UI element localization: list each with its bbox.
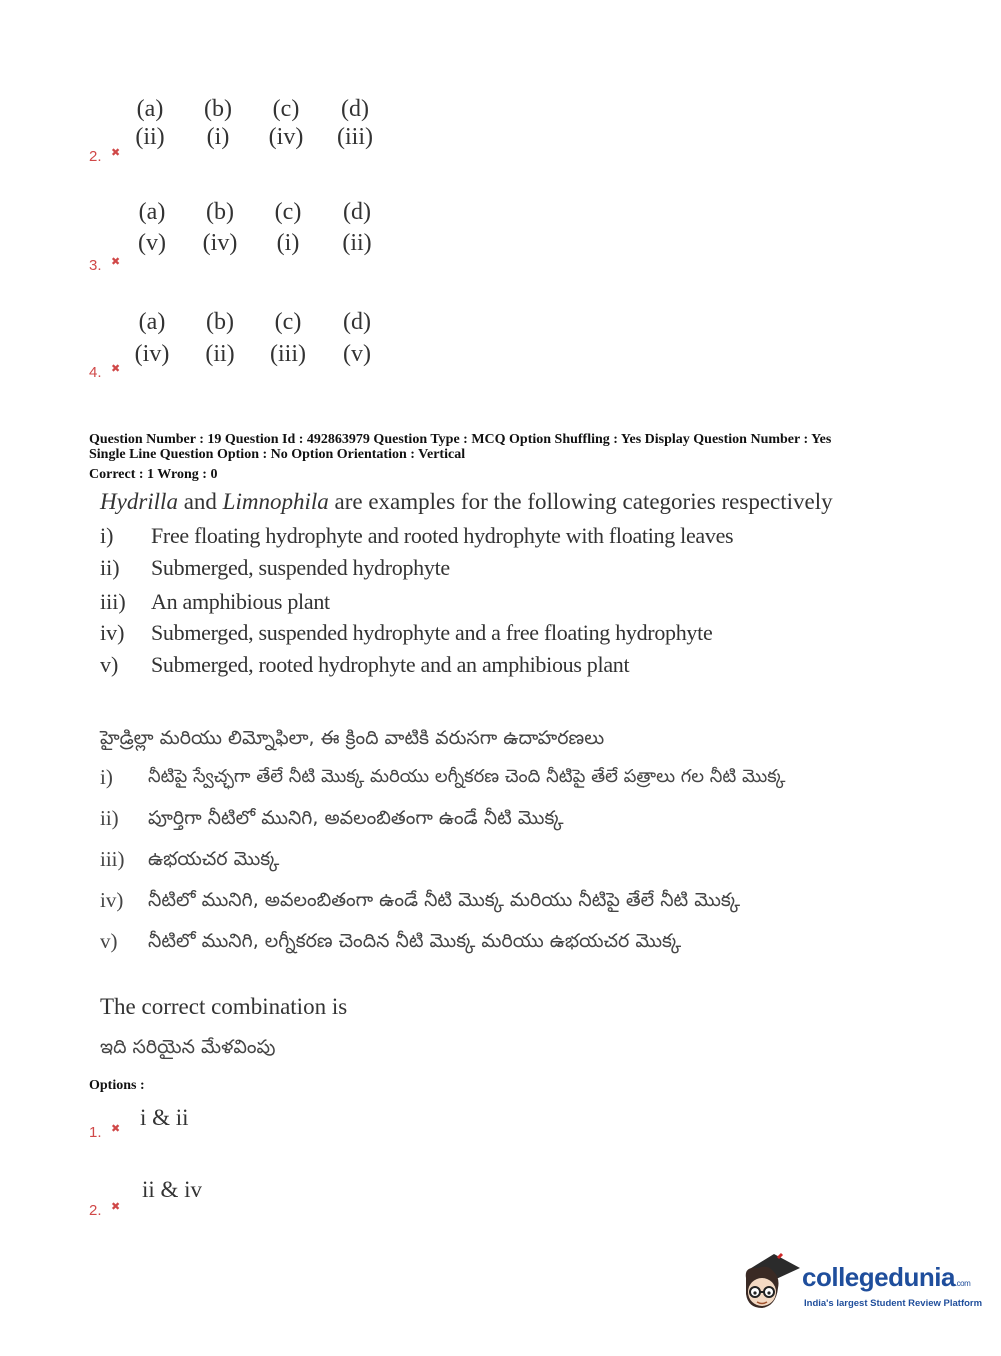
grid-header: (c) [274, 309, 302, 335]
combination-te: ఇది సరియైన మేళవింపు [100, 1036, 276, 1058]
grid-value: (v) [138, 230, 166, 256]
statement-text: Submerged, suspended hydrophyte [151, 555, 450, 580]
option-number: 2. [89, 148, 102, 165]
stem-text: are examples for the following categories respectively [328, 489, 833, 514]
grid-header: (d) [343, 309, 371, 335]
grid-value: (ii) [342, 230, 372, 256]
statement-text: An amphibious plant [151, 589, 330, 614]
wrong-mark-icon: ✖ [111, 1122, 121, 1135]
question-stem-telugu: హైడ్రిల్లా మరియు లిమ్నోఫిలా, ఈ క్రింది వాటికి వరుసగా ఉదాహరణలు [100, 727, 605, 749]
statement-text-telugu: ఉభయచర మొక్క [148, 848, 280, 870]
option-number: 2. [89, 1202, 102, 1219]
grid-value: (i) [276, 230, 300, 256]
statement-roman: iv) [100, 620, 125, 645]
meta-line-3: Correct : 1 Wrong : 0 [89, 467, 218, 482]
grid-header: (d) [341, 96, 369, 122]
option-text: ii & iv [142, 1177, 203, 1202]
stem-text: and [177, 489, 223, 514]
question-meta [89, 432, 831, 482]
statement-roman: iv) [100, 888, 124, 912]
grid-header: (a) [138, 309, 166, 335]
collegedunia-logo[interactable] [740, 1248, 983, 1318]
grid-header: (b) [206, 309, 234, 335]
grid-value: (iv) [134, 341, 170, 367]
option-number: 4. [89, 364, 102, 381]
grid-header: (d) [343, 199, 371, 225]
statement-roman: v) [100, 652, 119, 677]
logo-suffix: .com [954, 1279, 971, 1288]
stem-italic-term: Hydrilla [100, 489, 178, 514]
statement-roman: iii) [100, 589, 126, 614]
grid-value: (ii) [205, 341, 235, 367]
meta-line-2: Single Line Question Option : No Option Orientation : Vertical [89, 447, 466, 462]
statement-roman: ii) [100, 555, 120, 580]
logo-tagline: India's largest Student Review Platform [804, 1298, 983, 1309]
meta-line-1: Question Number : 19 Question Id : 492863979 Question Type : MCQ Option Shuffling : Yes Display Question Number : Yes [89, 432, 832, 447]
grid-value: (iii) [337, 124, 373, 150]
wrong-mark-icon: ✖ [111, 1200, 121, 1213]
wrong-mark-icon: ✖ [111, 146, 121, 159]
statement-roman: iii) [100, 847, 125, 871]
statement-text-telugu: నీటిలో మునిగి, లగ్నీకరణ చెందిన నీటి మొక్క మరియు ఉభయచర మొక్క [148, 930, 682, 952]
stem-italic-term: Limnophila [222, 489, 329, 514]
statement-text: Submerged, rooted hydrophyte and an amphibious plant [151, 652, 630, 677]
statement-text-telugu: పూర్తిగా నీటిలో మునిగి, అవలంబితంగా ఉండే నీటి మొక్క [148, 807, 564, 829]
wrong-mark-icon: ✖ [111, 362, 121, 375]
statement-roman: i) [100, 523, 114, 548]
grid-header: (c) [272, 96, 300, 122]
question-stem [100, 489, 833, 515]
wrong-mark-icon: ✖ [111, 255, 121, 268]
option-number: 3. [89, 257, 102, 274]
grid-value: (v) [343, 341, 371, 367]
statement-text: Submerged, suspended hydrophyte and a free floating hydrophyte [151, 620, 713, 645]
statement-roman: i) [100, 765, 113, 789]
combination-en: The correct combination is [100, 994, 348, 1019]
statement-text-telugu: నీటిలో మునిగి, అవలంబితంగా ఉండే నీటి మొక్క మరియు నీటిపై తేలే నీటి మొక్క [148, 889, 741, 911]
grid-header: (a) [136, 96, 164, 122]
grid-header: (c) [274, 199, 302, 225]
logo-wordmark: collegedunia [802, 1262, 955, 1292]
option-text: i & ii [140, 1105, 189, 1130]
statement-text: Free floating hydrophyte and rooted hydrophyte with floating leaves [151, 523, 734, 548]
statement-roman: ii) [100, 806, 119, 830]
option-number: 1. [89, 1124, 102, 1141]
grid-value: (i) [206, 124, 230, 150]
statement-text-telugu: నీటిపై స్వేచ్ఛగా తేలే నీటి మొక్క మరియు లగ్నీకరణ చెంది నీటిపై తేలే పత్రాలు గల నీటి మొక్క [148, 766, 786, 787]
mascot-icon [740, 1248, 802, 1314]
grid-value: (iv) [268, 124, 304, 150]
grid-header: (b) [206, 199, 234, 225]
grid-header: (b) [204, 96, 232, 122]
grid-value: (ii) [135, 124, 165, 150]
statement-roman: v) [100, 929, 118, 953]
grid-value: (iii) [270, 341, 306, 367]
grid-value: (iv) [202, 230, 238, 256]
grid-header: (a) [138, 199, 166, 225]
options-label: Options : [89, 1078, 145, 1093]
